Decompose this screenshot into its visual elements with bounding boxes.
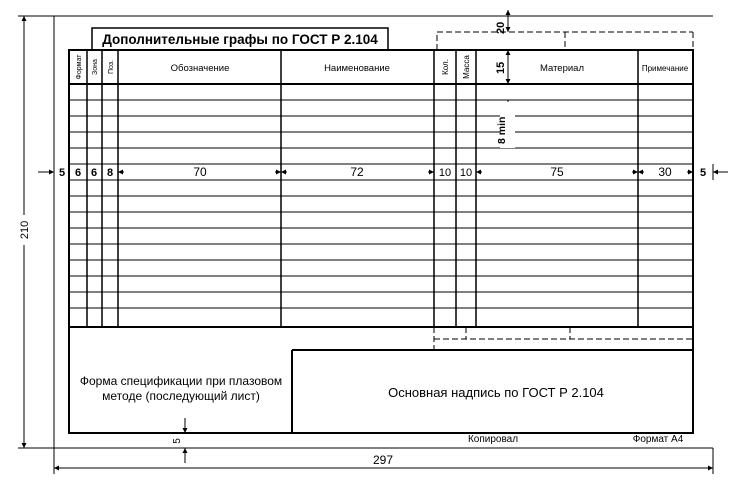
dim-extra-box-height: 20 — [495, 21, 507, 34]
dim-row-height: 8 min — [496, 116, 508, 144]
dim-overall-height: 210 — [19, 220, 31, 240]
top-title: Дополнительные графы по ГОСТ Р 2.104 — [102, 32, 378, 47]
dim-col-name: 72 — [350, 165, 364, 179]
col-mass-label: Масса — [462, 55, 471, 79]
dim-col-format: 6 — [74, 167, 82, 179]
form-caption-line1: Форма спецификации при плазовом — [79, 374, 283, 388]
column-lines — [87, 50, 638, 327]
col-zone-label: Зона — [92, 59, 99, 75]
dim-left-margin: 5 — [58, 167, 66, 179]
dim-header-height: 15 — [495, 61, 507, 74]
format-label: Формат А4 — [632, 434, 684, 445]
column-dimension-arrows — [38, 164, 728, 180]
dim-col-qty: 10 — [438, 167, 452, 179]
dim-bottom-margin: 5 — [172, 438, 183, 444]
dim-col-zone: 6 — [90, 167, 98, 179]
col-format-label: Формат — [76, 54, 83, 80]
col-note-label: Примечание — [641, 64, 689, 73]
dim-overall-width: 297 — [372, 453, 394, 467]
form-caption-line2: методе (последующий лист) — [102, 389, 260, 403]
copied-label: Копировал — [467, 434, 519, 445]
col-designation-label: Обозначение — [170, 63, 230, 74]
col-qty-label: Кол. — [441, 59, 450, 75]
dim-col-designation: 70 — [193, 165, 207, 179]
dim-col-material: 75 — [550, 165, 564, 179]
dim-col-mass: 10 — [459, 167, 473, 179]
lower-dashed-lines — [434, 327, 693, 350]
title-block-label: Основная надпись по ГОСТ Р 2.104 — [388, 385, 604, 400]
col-name-label: Наименование — [324, 63, 390, 74]
col-pos-label: Поз. — [108, 60, 115, 74]
dim-right-margin: 5 — [699, 167, 707, 179]
dim-col-note: 30 — [658, 165, 672, 179]
row-lines — [69, 100, 693, 308]
top-dashed-box — [437, 32, 693, 50]
dim-col-pos: 8 — [106, 167, 114, 179]
col-material-label: Материал — [539, 63, 585, 74]
